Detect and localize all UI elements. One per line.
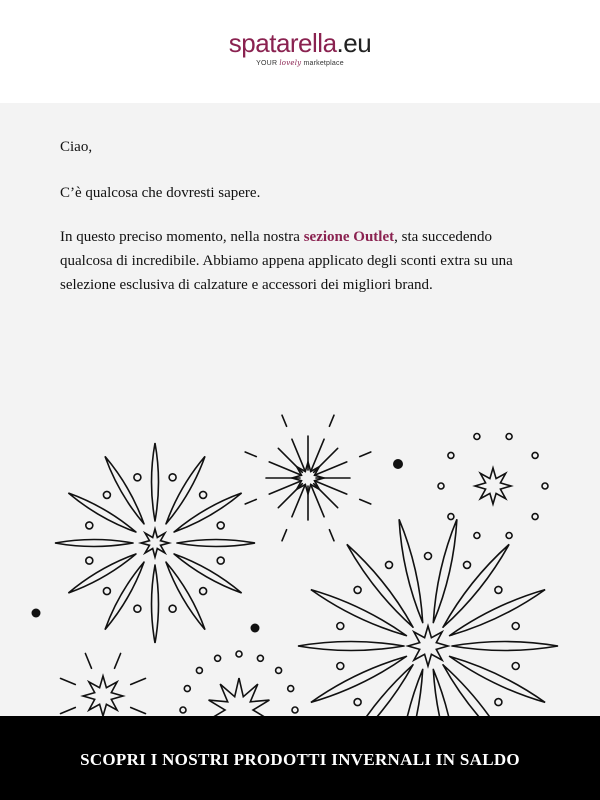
outlet-link[interactable]: sezione Outlet bbox=[303, 229, 395, 245]
greeting: Ciao, bbox=[60, 139, 93, 155]
outlet-paragraph: In questo preciso momento, nella nostra sezione Outlet, sta succedendo qualcosa di incredibile. Abbiamo appena applicato degli sconti extra su una selezione esclusiva di calzature e accessori dei migliori brand. bbox=[60, 229, 513, 293]
cta-label: SCOPRI I NOSTRI PRODOTTI INVERNALI IN SALDO bbox=[80, 750, 520, 769]
email-header bbox=[0, 0, 600, 103]
cta-banner[interactable] bbox=[0, 716, 600, 800]
fireworks-illustration bbox=[0, 308, 600, 716]
email-body bbox=[0, 103, 600, 716]
logo-tagline: YOUR lovely marketplace bbox=[256, 59, 344, 67]
brand-logo[interactable] bbox=[229, 28, 371, 67]
message-text bbox=[0, 103, 600, 297]
intro-line: C’è qualcosa che dovresti sapere. bbox=[60, 185, 261, 201]
logo-wordmark: spatarella.eu bbox=[228, 28, 372, 58]
